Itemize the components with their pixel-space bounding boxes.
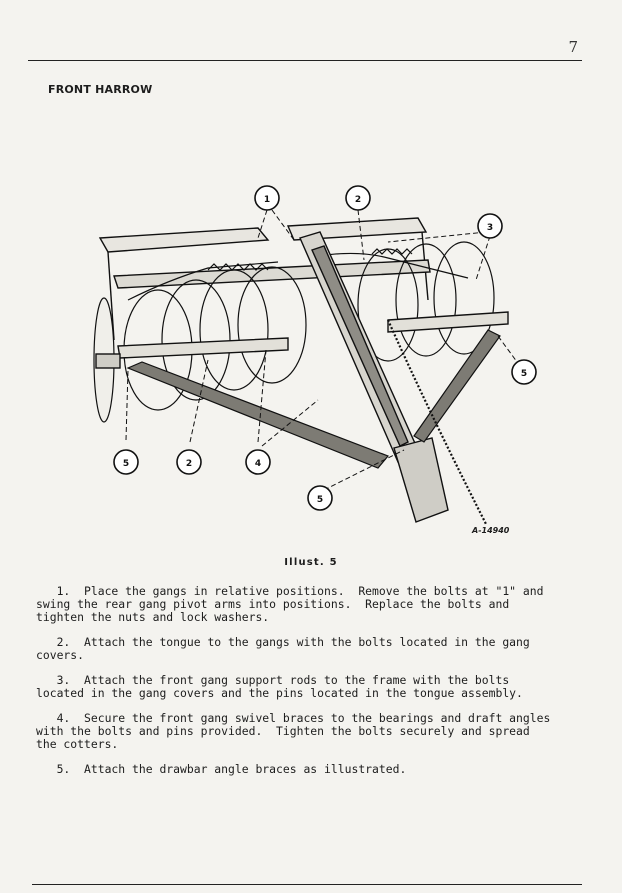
section-heading: FRONT HARROW: [48, 83, 153, 96]
illustration-code: A-14940: [472, 526, 510, 535]
step-line: with the bolts and pins provided. Tighten the bolts securely and spread: [36, 724, 530, 738]
svg-text:5: 5: [316, 495, 324, 505]
footer-rule: [32, 884, 582, 885]
page-number: 7: [568, 38, 578, 56]
svg-text:2: 2: [185, 459, 193, 469]
step-line: covers.: [36, 648, 85, 662]
svg-text:2: 2: [354, 195, 362, 205]
step-line: 5. Attach the drawbar angle braces as illustrated.: [36, 762, 407, 776]
gang-bars: [96, 312, 508, 368]
step-1: [36, 585, 584, 624]
step-line: the cotters.: [36, 737, 119, 751]
svg-text:1: 1: [263, 195, 271, 205]
callout-5-left: [114, 450, 138, 474]
step-line: swing the rear gang pivot arms into positions. Replace the bolts and: [36, 597, 510, 611]
step-line: 3. Attach the front gang support rods to the frame with the bolts: [36, 673, 510, 687]
header-rule: [28, 60, 582, 61]
step-3: [36, 674, 584, 700]
step-line: 4. Secure the front gang swivel braces to the bearings and draft angles: [36, 711, 551, 725]
callout-5-right: [512, 360, 536, 384]
svg-text:3: 3: [486, 223, 494, 233]
illustration-caption: Illust. 5: [284, 557, 338, 568]
step-line: 1. Place the gangs in relative positions. Remove the bolts at "1" and: [36, 584, 544, 598]
rear-frame: [100, 218, 430, 340]
svg-text:4: 4: [254, 459, 262, 469]
callout-4: [246, 450, 270, 474]
step-line: located in the gang covers and the pins located in the tongue assembly.: [36, 686, 523, 700]
callout-1: [255, 186, 279, 210]
callout-2-lower: [177, 450, 201, 474]
instruction-steps: [36, 585, 584, 788]
harrow-illustration: [88, 180, 548, 540]
step-4: [36, 712, 584, 751]
step-2: [36, 636, 584, 662]
step-5: [36, 763, 584, 776]
step-line: 2. Attach the tongue to the gangs with the bolts located in the gang: [36, 635, 530, 649]
callout-5-bottom: [308, 486, 332, 510]
step-line: tighten the nuts and lock washers.: [36, 610, 270, 624]
svg-text:5: 5: [520, 369, 528, 379]
callout-2: [346, 186, 370, 210]
callout-3: [478, 214, 502, 238]
svg-text:5: 5: [122, 459, 130, 469]
